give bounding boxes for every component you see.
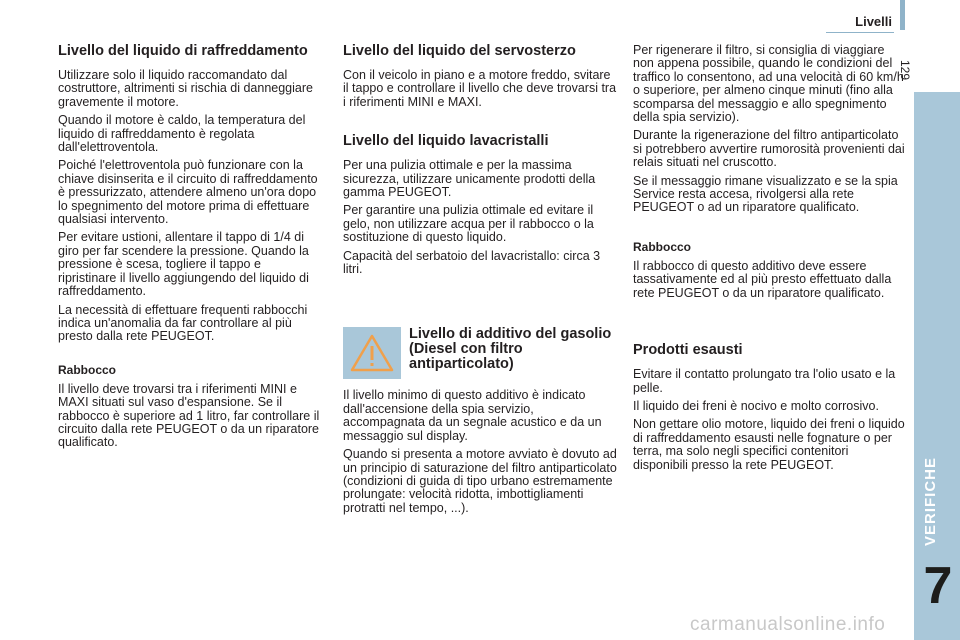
column-middle — [343, 44, 618, 520]
coolant-section-title: Livello del liquido di raffreddamento — [58, 43, 308, 59]
diesel-paragraph: Il livello minimo di questo additivo è indicato dall'accensione della spia servizio, accompagnata da un segnale acustico e da un messaggio sul display. — [343, 388, 602, 443]
chapter-label: VERIFICHE — [922, 456, 939, 546]
column-right — [633, 44, 905, 477]
washer-paragraph: Per garantire una pulizia ottimale ed evitare il gelo, non utilizzare acqua per il rabbocco o la sostituzione di questo liquido. — [343, 203, 594, 245]
coolant-paragraph: Per evitare ustioni, allentare il tappo di 1/4 di giro per far scendere la pressione. Quando la pressione è scesa, togliere il tappo e ripristinare il livello aggiungendo del liquido di raffreddamento. — [58, 230, 309, 299]
regen-paragraph: Se il messaggio rimane visualizzato e se la spia Service resta accesa, rivolgersi alla rete PEUGEOT o ad un riparatore qualificato. — [633, 173, 898, 215]
coolant-paragraph: Utilizzare solo il liquido raccomandato dal costruttore, altrimenti si rischia di danneggiare gravemente il motore. — [58, 68, 313, 109]
washer-paragraph: Per una pulizia ottimale e per la massima sicurezza, utilizzare unicamente prodotti della gamma PEUGEOT. — [343, 158, 596, 200]
waste-paragraph: Il liquido dei freni è nocivo e molto corrosivo. — [633, 398, 879, 413]
page-number: 129 — [898, 60, 912, 81]
running-header-title: Livelli — [855, 14, 892, 29]
washer-paragraph: Capacità del serbatoio del lavacristallo: circa 3 litri. — [343, 248, 601, 277]
washer-section-title: Livello del liquido lavacristalli — [343, 133, 549, 150]
diesel-paragraph: Quando si presenta a motore avviato è dovuto ad un principio di saturazione del filtro antiparticolato (condizioni di guida di tipo urbano estremamente prolungate: velocità ridotta, imbottigliamenti protratti nel tempo, ...). — [343, 447, 617, 515]
header-tab-marker — [900, 0, 905, 30]
column-left — [58, 44, 320, 455]
chapter-number: 7 — [923, 557, 953, 615]
coolant-topup-text: Il livello deve trovarsi tra i riferimenti MINI e MAXI situati sul vaso d'espansione. Se il rabbocco è superiore ad 1 litro, far controllare il circuito dalla rete PEUGEOT o da un riparatore qualificato. — [58, 381, 320, 450]
waste-paragraph: Non gettare olio motore, liquido dei freni o liquido di raffreddamento esausti nelle fognature o per terra, ma solo negli specifici contenitori disponibili presso la rete PEUGEOT. — [633, 417, 905, 472]
steering-paragraph: Con il veicolo in piano e a motore freddo, svitare il tappo e controllare il livello che deve trovarsi tra i riferimenti MINI e MAXI. — [343, 68, 617, 109]
warning-triangle-icon — [343, 327, 401, 379]
watermark: carmanualsonline.info — [690, 614, 886, 635]
coolant-paragraph: Quando il motore è caldo, la temperatura del liquido di raffreddamento è regolata dall'elettroventola. — [58, 113, 306, 155]
steering-section-title: Livello del liquido del servosterzo — [343, 43, 576, 59]
coolant-paragraph: La necessità di effettuare frequenti rabbocchi indica un'anomalia da far controllare al più presto dalla rete PEUGEOT. — [58, 302, 308, 344]
waste-section-title: Prodotti esausti — [633, 342, 743, 359]
header-rule — [826, 32, 894, 33]
additive-topup-text: Il rabbocco di questo additivo deve essere tassativamente ed al più presto effettuato dalla rete PEUGEOT o da un riparatore qualificato. — [633, 258, 892, 300]
regen-paragraph: Per rigenerare il filtro, si consiglia di viaggiare non appena possibile, quando le condizioni del traffico lo consentono, ad una velocità di 60 km/h o superiore, per almeno cinque minuti (fino alla scomparsa del messaggio e allo spegnimento della spia servizio). — [633, 43, 904, 125]
additive-topup-title: Rabbocco — [633, 239, 692, 254]
waste-paragraph: Evitare il contatto prolungato tra l'olio usato e la pelle. — [633, 367, 896, 395]
coolant-topup-title: Rabbocco — [58, 362, 117, 377]
diesel-section-header — [343, 327, 618, 379]
diesel-section-title: Livello di additivo del gasolio (Diesel con filtro antiparticolato) — [409, 326, 612, 373]
regen-paragraph: Durante la rigenerazione del filtro antiparticolato si potrebbero avvertire rumorosità provenienti dai relais situati nel cruscotto. — [633, 128, 905, 170]
coolant-paragraph: Poiché l'elettroventola può funzionare con la chiave disinserita e il circuito di raffreddamento è pressurizzato, attendere almeno un'ora dopo lo spegnimento del motore prima di effettuare qualsiasi intervento. — [58, 158, 318, 227]
